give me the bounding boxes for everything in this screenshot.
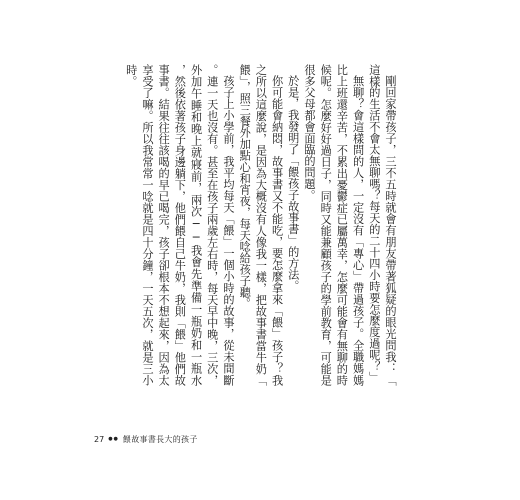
paragraph: 剛回家帶孩子，三不五時就會有朋友帶著狐疑的眼光問我：「這樣的生活不會太無聊嗎？每天的二十四小時要怎麼度過呢？」 xyxy=(367,64,397,386)
paragraph: 你可能會納悶，故事書又不能吃，要怎麼拿來「餵」孩子？我之所以這麼說，是因為大概沒有人像我一樣，把故事書當牛奶「餵」，照三餐外加點心和宵夜，每天唸給孩子聽。 xyxy=(238,64,284,386)
page-number: 27 xyxy=(94,434,105,444)
book-title: 餵故事書長大的孩子 xyxy=(122,434,198,444)
vertical-text-body xyxy=(124,64,398,386)
bullet-mark: ●● xyxy=(108,436,119,442)
paragraph: 孩子上小學前，我平均每天「餵」一個小時的故事，從未間斷。連一天也沒有。甚至在孩子兩歲左右時，每天早中晚，三次，外加午睡和晚上就寢前，兩次──我會先準備一瓶奶和一瓶水，然後依著孩子身邊躺下，他們餵自己牛奶，我則「餵」他們故事書。結果往往該喝的早已喝完，孩子卻根本不想起來，因為太享受了嘛。所以我常常一唸就是四十分鐘，一天五次，就是三小時。 xyxy=(124,64,235,386)
paragraph: 於是，我發明了「餵孩子故事書」的方法。 xyxy=(286,75,300,292)
paragraph: 無聊？會這樣問的人，一定沒有「專心」帶過孩子。全職媽媽比上班還辛苦，不累出憂鬱症已屬萬幸，怎麼可能會有無聊的時候呢。怎麼好好過日子，同時又能兼顧孩子的學前教育，可能是很多父母都會面臨的問題。 xyxy=(302,64,365,386)
page-footer xyxy=(94,432,198,446)
